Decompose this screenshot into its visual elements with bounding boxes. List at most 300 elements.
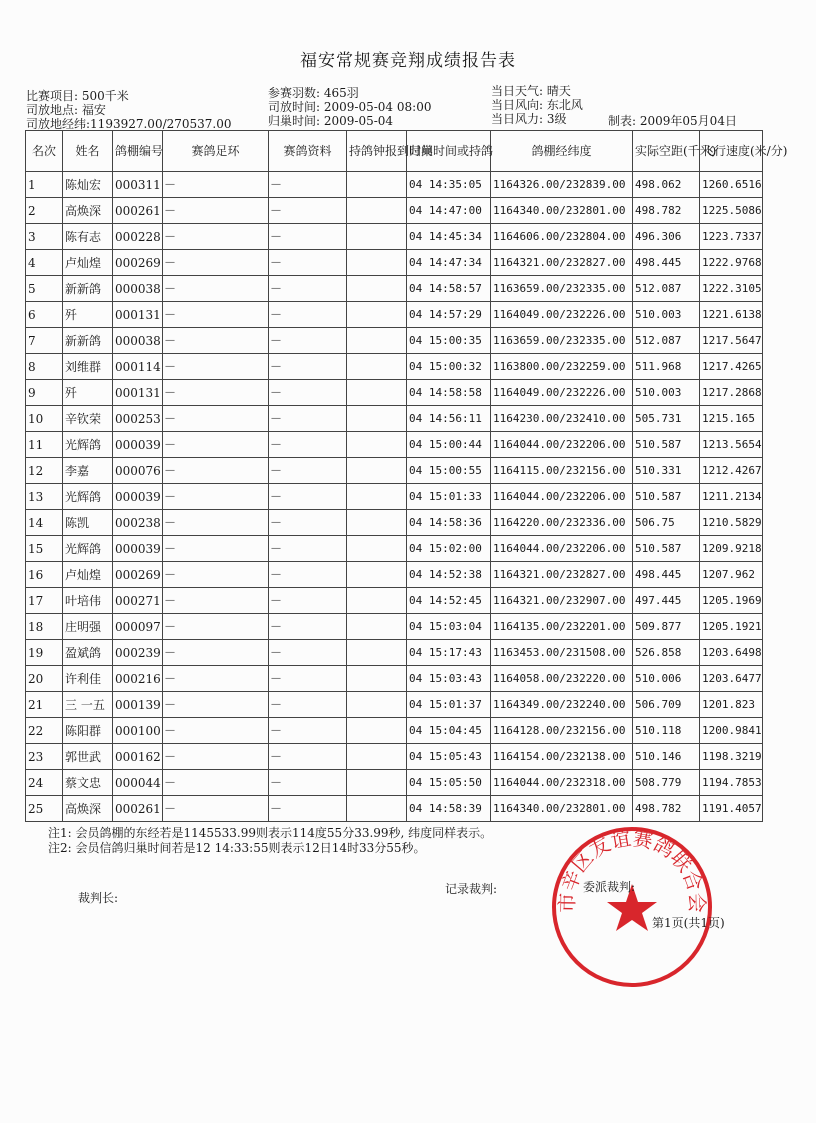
cell-speed: 1225.5086 xyxy=(700,198,763,224)
table-row xyxy=(26,224,763,250)
cell-rank: 6 xyxy=(26,302,63,328)
results-table xyxy=(25,130,788,822)
cell-info: — xyxy=(269,718,347,744)
cell-clock xyxy=(347,302,407,328)
cell-name: 光辉鸽 xyxy=(63,536,113,562)
cell-name: 卢灿煌 xyxy=(63,250,113,276)
cell-ring: — xyxy=(163,484,269,510)
cell-rank: 4 xyxy=(26,250,63,276)
cell-coord: 1164128.00/232156.00 xyxy=(491,718,633,744)
cell-ring: — xyxy=(163,562,269,588)
note-2: 注2: 会员信鸽归巢时间若是12 14:33:55则表示12日14时33分55秒。 xyxy=(48,841,426,855)
cell-ring: — xyxy=(163,172,269,198)
cell-rank: 11 xyxy=(26,432,63,458)
cell-name: 新新鸽 xyxy=(63,328,113,354)
cell-distance: 510.118 xyxy=(633,718,700,744)
cell-coord: 1163659.00/232335.00 xyxy=(491,328,633,354)
table-row xyxy=(26,250,763,276)
cell-distance: 510.331 xyxy=(633,458,700,484)
cell-return-time: 04 15:01:37 xyxy=(407,692,491,718)
cell-coord: 1164135.00/232201.00 xyxy=(491,614,633,640)
cell-distance: 506.709 xyxy=(633,692,700,718)
cell-coord: 1164115.00/232156.00 xyxy=(491,458,633,484)
cell-rank: 5 xyxy=(26,276,63,302)
cell-coord: 1164340.00/232801.00 xyxy=(491,796,633,822)
cell-return-time: 04 15:00:35 xyxy=(407,328,491,354)
header-coord: 鸽棚经纬度 xyxy=(491,131,633,172)
cell-return-time: 04 14:58:36 xyxy=(407,510,491,536)
cell-loft-no: 000038 xyxy=(113,276,163,302)
weather-label: 当日天气: xyxy=(491,84,544,98)
cell-speed: 1221.6138 xyxy=(700,302,763,328)
cell-loft-no: 000239 xyxy=(113,640,163,666)
cell-coord: 1164606.00/232804.00 xyxy=(491,224,633,250)
cell-info: — xyxy=(269,562,347,588)
cell-clock xyxy=(347,250,407,276)
table-row xyxy=(26,276,763,302)
cell-speed: 1205.1921 xyxy=(700,614,763,640)
cell-speed: 1210.5829 xyxy=(700,510,763,536)
cell-loft-no: 000162 xyxy=(113,744,163,770)
cell-speed: 1191.4057 xyxy=(700,796,763,822)
cell-name: 郭世武 xyxy=(63,744,113,770)
cell-speed: 1215.165 xyxy=(700,406,763,432)
cell-distance: 498.445 xyxy=(633,562,700,588)
cell-rank: 14 xyxy=(26,510,63,536)
cell-coord: 1164049.00/232226.00 xyxy=(491,302,633,328)
prepared-label: 制表: xyxy=(608,114,637,128)
cell-name: 光辉鸽 xyxy=(63,432,113,458)
cell-name: 辛钦荣 xyxy=(63,406,113,432)
cell-ring: — xyxy=(163,380,269,406)
cell-info: — xyxy=(269,224,347,250)
cell-distance: 510.003 xyxy=(633,380,700,406)
cell-speed: 1200.9841 xyxy=(700,718,763,744)
cell-loft-no: 000131 xyxy=(113,302,163,328)
cell-name: 陈灿宏 xyxy=(63,172,113,198)
cell-clock xyxy=(347,354,407,380)
cell-speed: 1194.7853 xyxy=(700,770,763,796)
cell-distance: 510.587 xyxy=(633,536,700,562)
cell-return-time: 04 14:58:58 xyxy=(407,380,491,406)
cell-name: 盈斌鸽 xyxy=(63,640,113,666)
cell-speed: 1217.2868 xyxy=(700,380,763,406)
cell-info: — xyxy=(269,172,347,198)
table-row xyxy=(26,406,763,432)
cell-name: 庄明强 xyxy=(63,614,113,640)
header-loft-no: 鸽棚编号 xyxy=(113,131,163,172)
cell-name: 新新鸽 xyxy=(63,276,113,302)
meta-col-middle xyxy=(268,86,431,128)
table-row xyxy=(26,744,763,770)
cell-return-time: 04 15:01:33 xyxy=(407,484,491,510)
cell-clock xyxy=(347,510,407,536)
cell-rank: 20 xyxy=(26,666,63,692)
table-row xyxy=(26,198,763,224)
cell-coord: 1163659.00/232335.00 xyxy=(491,276,633,302)
table-row xyxy=(26,562,763,588)
cell-return-time: 04 14:45:34 xyxy=(407,224,491,250)
cell-ring: — xyxy=(163,718,269,744)
cell-info: — xyxy=(269,432,347,458)
header-dist: 实际空距(千米) xyxy=(633,131,700,172)
cell-clock xyxy=(347,276,407,302)
cell-clock xyxy=(347,770,407,796)
cell-loft-no: 000253 xyxy=(113,406,163,432)
cell-coord: 1164058.00/232220.00 xyxy=(491,666,633,692)
cell-info: — xyxy=(269,692,347,718)
cell-speed: 1213.5654 xyxy=(700,432,763,458)
header-ring: 赛鸽足环 xyxy=(163,131,269,172)
cell-return-time: 04 15:02:00 xyxy=(407,536,491,562)
cell-ring: — xyxy=(163,458,269,484)
cell-speed: 1222.3105 xyxy=(700,276,763,302)
wind-dir-label: 当日风向: xyxy=(491,98,544,112)
event-label: 比赛项目: xyxy=(26,89,79,103)
cell-return-time: 04 14:47:00 xyxy=(407,198,491,224)
seal-svg xyxy=(547,822,717,992)
cell-loft-no: 000311 xyxy=(113,172,163,198)
cell-return-time: 04 15:00:55 xyxy=(407,458,491,484)
cell-clock xyxy=(347,588,407,614)
cell-loft-no: 000039 xyxy=(113,484,163,510)
cell-loft-no: 000216 xyxy=(113,666,163,692)
header-rank: 名次 xyxy=(26,131,63,172)
cell-rank: 15 xyxy=(26,536,63,562)
weather-value: 晴天 xyxy=(546,84,571,98)
results-body xyxy=(26,172,763,822)
cell-info: — xyxy=(269,276,347,302)
site-label: 司放地点: xyxy=(26,103,79,117)
cell-clock xyxy=(347,198,407,224)
entries-value: 465羽 xyxy=(323,86,359,100)
cell-info: — xyxy=(269,510,347,536)
cell-speed: 1260.6516 xyxy=(700,172,763,198)
cell-speed: 1222.9768 xyxy=(700,250,763,276)
prepared-date xyxy=(608,112,737,129)
cell-speed: 1201.823 xyxy=(700,692,763,718)
cell-distance: 497.445 xyxy=(633,588,700,614)
wind-force-value: 3级 xyxy=(546,112,567,126)
cell-rank: 8 xyxy=(26,354,63,380)
cell-ring: — xyxy=(163,640,269,666)
cell-speed: 1205.1969 xyxy=(700,588,763,614)
table-row xyxy=(26,302,763,328)
cell-distance: 511.968 xyxy=(633,354,700,380)
notes xyxy=(48,826,492,856)
cell-clock xyxy=(347,666,407,692)
cell-ring: — xyxy=(163,406,269,432)
cell-distance: 496.306 xyxy=(633,224,700,250)
cell-loft-no: 000039 xyxy=(113,432,163,458)
header-speed: 飞行速度(米/分) xyxy=(700,131,763,172)
cell-info: — xyxy=(269,458,347,484)
cell-distance: 510.587 xyxy=(633,484,700,510)
table-row xyxy=(26,354,763,380)
cell-distance: 509.877 xyxy=(633,614,700,640)
table-row xyxy=(26,588,763,614)
cell-clock xyxy=(347,562,407,588)
cell-speed: 1203.6498 xyxy=(700,640,763,666)
table-row xyxy=(26,380,763,406)
table-header-row xyxy=(26,131,763,172)
cell-return-time: 04 15:00:32 xyxy=(407,354,491,380)
cell-ring: — xyxy=(163,354,269,380)
cell-speed: 1198.3219 xyxy=(700,744,763,770)
cell-distance: 506.75 xyxy=(633,510,700,536)
cell-rank: 22 xyxy=(26,718,63,744)
cell-loft-no: 000139 xyxy=(113,692,163,718)
cell-return-time: 04 14:56:11 xyxy=(407,406,491,432)
table-row xyxy=(26,640,763,666)
cell-name: 叶培伟 xyxy=(63,588,113,614)
cell-speed: 1223.7337 xyxy=(700,224,763,250)
cell-name: 高焕深 xyxy=(63,198,113,224)
cell-distance: 510.003 xyxy=(633,302,700,328)
event-value: 500千米 xyxy=(81,89,129,103)
cell-distance: 498.782 xyxy=(633,796,700,822)
cell-coord: 1163453.00/231508.00 xyxy=(491,640,633,666)
cell-clock xyxy=(347,432,407,458)
cell-ring: — xyxy=(163,770,269,796)
table-row xyxy=(26,172,763,198)
meta-col-right xyxy=(491,84,583,126)
table-row xyxy=(26,510,763,536)
cell-info: — xyxy=(269,198,347,224)
cell-name: 三 一五 xyxy=(63,692,113,718)
cell-loft-no: 000271 xyxy=(113,588,163,614)
cell-return-time: 04 14:35:05 xyxy=(407,172,491,198)
cell-rank: 23 xyxy=(26,744,63,770)
cell-info: — xyxy=(269,302,347,328)
cell-loft-no: 000269 xyxy=(113,250,163,276)
note-1: 注1: 会员鸽棚的东经若是1145533.99则表示114度55分33.99秒, 纬度同样表示。 xyxy=(48,826,493,840)
table-row xyxy=(26,770,763,796)
cell-ring: — xyxy=(163,666,269,692)
cell-loft-no: 000039 xyxy=(113,536,163,562)
cell-name: 光辉鸽 xyxy=(63,484,113,510)
cell-distance: 508.779 xyxy=(633,770,700,796)
cell-info: — xyxy=(269,640,347,666)
cell-info: — xyxy=(269,744,347,770)
cell-rank: 10 xyxy=(26,406,63,432)
cell-ring: — xyxy=(163,224,269,250)
cell-return-time: 04 15:03:43 xyxy=(407,666,491,692)
wind-force-label: 当日风力: xyxy=(491,112,544,126)
recorder-signature-label: 记录裁判: xyxy=(445,882,498,896)
cell-distance: 498.062 xyxy=(633,172,700,198)
table-row xyxy=(26,536,763,562)
assigned-referee-label: 委派裁判: xyxy=(583,880,636,894)
cell-clock xyxy=(347,380,407,406)
cell-info: — xyxy=(269,796,347,822)
cell-info: — xyxy=(269,614,347,640)
cell-coord: 1164326.00/232839.00 xyxy=(491,172,633,198)
cell-ring: — xyxy=(163,432,269,458)
return-value: 2009-05-04 xyxy=(323,114,394,128)
site-value: 福安 xyxy=(81,103,106,117)
cell-rank: 2 xyxy=(26,198,63,224)
cell-info: — xyxy=(269,588,347,614)
cell-ring: — xyxy=(163,796,269,822)
cell-return-time: 04 14:57:29 xyxy=(407,302,491,328)
cell-info: — xyxy=(269,406,347,432)
cell-distance: 512.087 xyxy=(633,276,700,302)
cell-ring: — xyxy=(163,614,269,640)
cell-rank: 9 xyxy=(26,380,63,406)
cell-loft-no: 000076 xyxy=(113,458,163,484)
cell-return-time: 04 14:47:34 xyxy=(407,250,491,276)
cell-rank: 7 xyxy=(26,328,63,354)
cell-ring: — xyxy=(163,510,269,536)
cell-clock xyxy=(347,692,407,718)
cell-coord: 1164321.00/232827.00 xyxy=(491,250,633,276)
report-title: 福安常规赛竞翔成绩报告表 xyxy=(300,51,516,71)
cell-coord: 1164220.00/232336.00 xyxy=(491,510,633,536)
cell-ring: — xyxy=(163,692,269,718)
cell-coord: 1164044.00/232318.00 xyxy=(491,770,633,796)
cell-info: — xyxy=(269,250,347,276)
table-row xyxy=(26,432,763,458)
cell-loft-no: 000038 xyxy=(113,328,163,354)
table-row xyxy=(26,484,763,510)
cell-speed: 1211.2134 xyxy=(700,484,763,510)
cell-coord: 1164044.00/232206.00 xyxy=(491,536,633,562)
cell-return-time: 04 14:52:45 xyxy=(407,588,491,614)
cell-name: 蔡文忠 xyxy=(63,770,113,796)
cell-return-time: 04 14:52:38 xyxy=(407,562,491,588)
cell-name: 陈凯 xyxy=(63,510,113,536)
cell-distance: 510.006 xyxy=(633,666,700,692)
cell-speed: 1217.5647 xyxy=(700,328,763,354)
cell-return-time: 04 14:58:57 xyxy=(407,276,491,302)
cell-distance: 526.858 xyxy=(633,640,700,666)
cell-coord: 1164044.00/232206.00 xyxy=(491,432,633,458)
cell-loft-no: 000044 xyxy=(113,770,163,796)
cell-ring: — xyxy=(163,588,269,614)
cell-loft-no: 000100 xyxy=(113,718,163,744)
coord-label: 司放地经纬: xyxy=(26,117,91,131)
cell-clock xyxy=(347,224,407,250)
cell-clock xyxy=(347,328,407,354)
cell-speed: 1207.962 xyxy=(700,562,763,588)
release-value: 2009-05-04 08:00 xyxy=(323,100,432,114)
cell-coord: 1164154.00/232138.00 xyxy=(491,744,633,770)
cell-rank: 25 xyxy=(26,796,63,822)
header-return: 归巢时间或持鸽 xyxy=(407,131,491,172)
cell-clock xyxy=(347,458,407,484)
cell-loft-no: 000228 xyxy=(113,224,163,250)
cell-info: — xyxy=(269,666,347,692)
cell-return-time: 04 15:03:04 xyxy=(407,614,491,640)
cell-name: 卢灿煌 xyxy=(63,562,113,588)
wind-dir-value: 东北风 xyxy=(546,98,583,112)
cell-speed: 1203.6477 xyxy=(700,666,763,692)
cell-name: 李嘉 xyxy=(63,458,113,484)
cell-clock xyxy=(347,718,407,744)
cell-info: — xyxy=(269,484,347,510)
cell-clock xyxy=(347,484,407,510)
meta-col-left xyxy=(26,89,232,131)
table-row xyxy=(26,796,763,822)
cell-speed: 1209.9218 xyxy=(700,536,763,562)
cell-ring: — xyxy=(163,302,269,328)
cell-rank: 12 xyxy=(26,458,63,484)
cell-clock xyxy=(347,406,407,432)
seal-text: 市辛区友谊赛鸽联合会 xyxy=(554,826,710,913)
cell-distance: 510.146 xyxy=(633,744,700,770)
cell-info: — xyxy=(269,770,347,796)
cell-name: 歼 xyxy=(63,380,113,406)
cell-clock xyxy=(347,172,407,198)
cell-name: 陈有志 xyxy=(63,224,113,250)
cell-clock xyxy=(347,744,407,770)
cell-info: — xyxy=(269,328,347,354)
cell-ring: — xyxy=(163,198,269,224)
cell-speed: 1212.4267 xyxy=(700,458,763,484)
cell-return-time: 04 15:05:50 xyxy=(407,770,491,796)
cell-rank: 1 xyxy=(26,172,63,198)
cell-loft-no: 000269 xyxy=(113,562,163,588)
prepared-value: 2009年05月04日 xyxy=(639,114,737,128)
cell-distance: 505.731 xyxy=(633,406,700,432)
table-row xyxy=(26,718,763,744)
cell-distance: 510.587 xyxy=(633,432,700,458)
cell-speed: 1217.4265 xyxy=(700,354,763,380)
table-row xyxy=(26,692,763,718)
cell-return-time: 04 14:58:39 xyxy=(407,796,491,822)
cell-coord: 1164321.00/232907.00 xyxy=(491,588,633,614)
cell-return-time: 04 15:17:43 xyxy=(407,640,491,666)
coord-value: 1193927.00/270537.00 xyxy=(90,117,232,131)
cell-coord: 1163800.00/232259.00 xyxy=(491,354,633,380)
cell-rank: 3 xyxy=(26,224,63,250)
cell-distance: 498.445 xyxy=(633,250,700,276)
return-label: 归巢时间: xyxy=(268,114,321,128)
cell-loft-no: 000261 xyxy=(113,198,163,224)
cell-clock xyxy=(347,640,407,666)
cell-info: — xyxy=(269,536,347,562)
cell-loft-no: 000097 xyxy=(113,614,163,640)
cell-rank: 24 xyxy=(26,770,63,796)
cell-name: 歼 xyxy=(63,302,113,328)
header-clock: 持鸽钟报到时间 xyxy=(347,131,407,172)
cell-ring: — xyxy=(163,744,269,770)
table-row xyxy=(26,458,763,484)
cell-name: 许利佳 xyxy=(63,666,113,692)
cell-distance: 512.087 xyxy=(633,328,700,354)
cell-distance: 498.782 xyxy=(633,198,700,224)
cell-loft-no: 000131 xyxy=(113,380,163,406)
table-row xyxy=(26,614,763,640)
cell-ring: — xyxy=(163,250,269,276)
cell-return-time: 04 15:00:44 xyxy=(407,432,491,458)
cell-coord: 1164044.00/232206.00 xyxy=(491,484,633,510)
cell-rank: 17 xyxy=(26,588,63,614)
cell-rank: 19 xyxy=(26,640,63,666)
cell-loft-no: 000261 xyxy=(113,796,163,822)
cell-rank: 16 xyxy=(26,562,63,588)
header-name: 姓名 xyxy=(63,131,113,172)
referee-signature-label: 裁判长: xyxy=(78,891,119,905)
cell-name: 陈阳群 xyxy=(63,718,113,744)
cell-loft-no: 000238 xyxy=(113,510,163,536)
cell-rank: 21 xyxy=(26,692,63,718)
cell-coord: 1164321.00/232827.00 xyxy=(491,562,633,588)
table-row xyxy=(26,666,763,692)
cell-ring: — xyxy=(163,276,269,302)
cell-ring: — xyxy=(163,328,269,354)
